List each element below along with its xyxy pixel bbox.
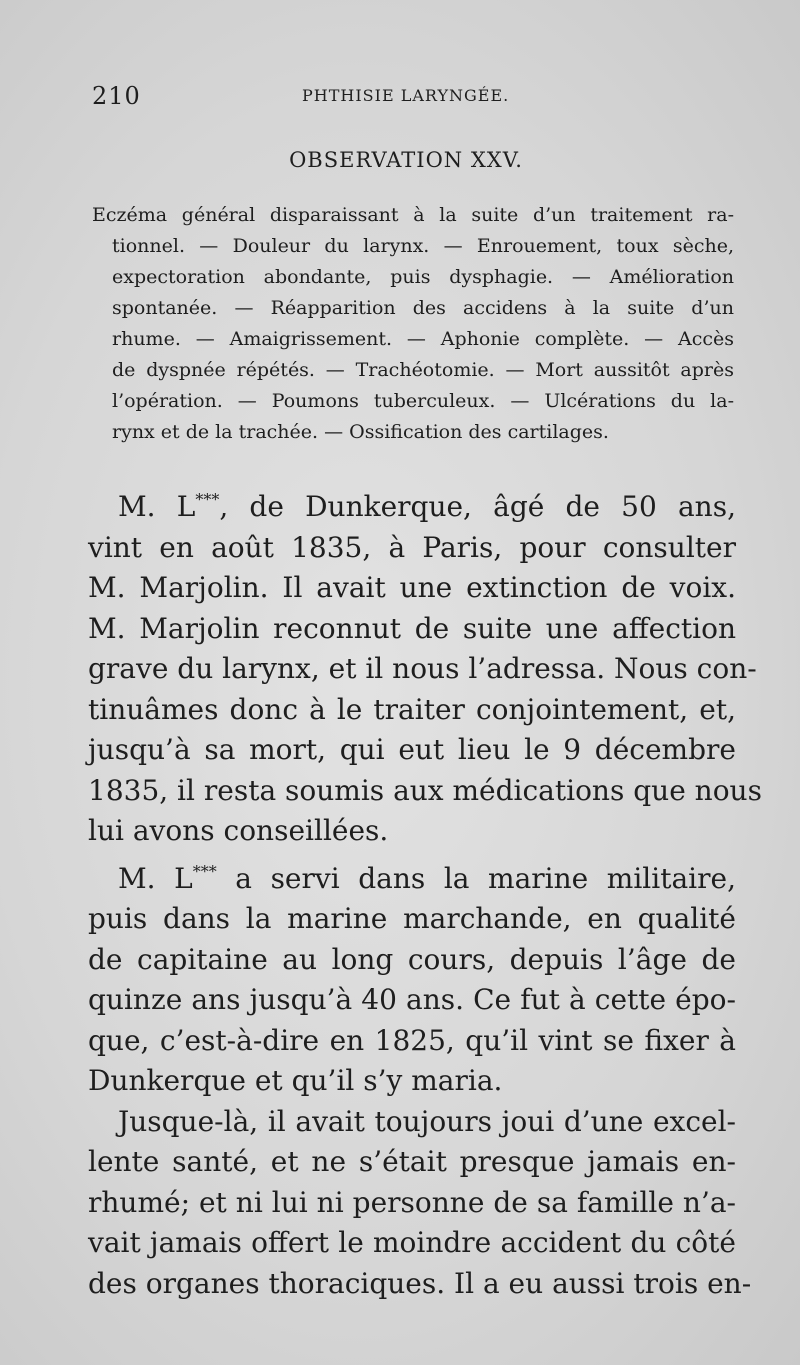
paragraph-line: rhumé; et ni lui ni personne de sa famille n’a- xyxy=(88,1185,736,1219)
paragraph-line: grave du larynx, et il nous l’adressa. Nous con- xyxy=(88,652,757,685)
paragraph-line: M. Marjolin. Il avait une extinction de voix. xyxy=(88,571,736,604)
paragraph-line: vait jamais offert le moindre accident du côté xyxy=(88,1226,736,1259)
summary-line: expectoration abondante, puis dysphagie. — Amélioration xyxy=(112,266,734,288)
paragraph-line: vint en août 1835, à Paris, pour consulter xyxy=(88,530,736,564)
paragraph-line: lui avons conseillées. xyxy=(88,814,389,847)
paragraph-line: 1835, il resta soumis aux médications que nous xyxy=(88,773,762,807)
paragraph-line: lente santé, et ne s’était presque jamais en- xyxy=(88,1145,736,1178)
body-text xyxy=(88,480,762,1304)
summary-line: l’opération. — Poumons tuberculeux. — Ulcérations du la- xyxy=(112,390,734,412)
observation-summary xyxy=(92,200,734,448)
summary-line: rynx et de la trachée. — Ossification des cartilages. xyxy=(112,421,609,443)
page-number: 210 xyxy=(92,82,141,110)
summary-line: rhume. — Amaigrissement. — Aphonie complète. — Accès xyxy=(112,328,734,350)
paragraph-line: M. L***, de Dunkerque, âgé de 50 ans, xyxy=(118,490,736,523)
paragraph-line: puis dans la marine marchande, en qualité xyxy=(88,902,736,935)
paragraph-line: quinze ans jusqu’à 40 ans. Ce fut à cette épo- xyxy=(88,983,736,1016)
summary-line: Eczéma général disparaissant à la suite d’un traitement ra- xyxy=(92,204,734,226)
paragraph-line: que, c’est-à-dire en 1825, qu’il vint se fixer à xyxy=(88,1023,736,1057)
paragraph-line: des organes thoraciques. Il a eu aussi trois en- xyxy=(88,1266,752,1300)
paragraph-line: Jusque-là, il avait toujours joui d’une excel- xyxy=(118,1104,736,1138)
paragraph-line: M. L*** a servi dans la marine militaire, xyxy=(118,861,736,895)
summary-line: spontanée. — Réapparition des accidens à la suite d’un xyxy=(112,297,734,319)
page-header xyxy=(92,82,732,112)
paragraph-line: Dunkerque et qu’il s’y maria. xyxy=(88,1064,503,1097)
summary-line: tionnel. — Douleur du larynx. — Enrouement, toux sèche, xyxy=(112,235,734,257)
paragraph-line: tinuâmes donc à le traiter conjointement, et, xyxy=(88,692,736,726)
paragraph-line: de capitaine au long cours, depuis l’âge de xyxy=(88,942,736,976)
running-title: PHTHISIE LARYNGÉE. xyxy=(302,86,510,105)
paragraph-line: jusqu’à sa mort, qui eut lieu le 9 décembre xyxy=(88,733,736,766)
observation-title: OBSERVATION XXV. xyxy=(289,148,523,172)
paragraph-line: M. Marjolin reconnut de suite une affection xyxy=(88,611,736,645)
summary-line: de dyspnée répétés. — Trachéotomie. — Mort aussitôt après xyxy=(112,359,734,381)
